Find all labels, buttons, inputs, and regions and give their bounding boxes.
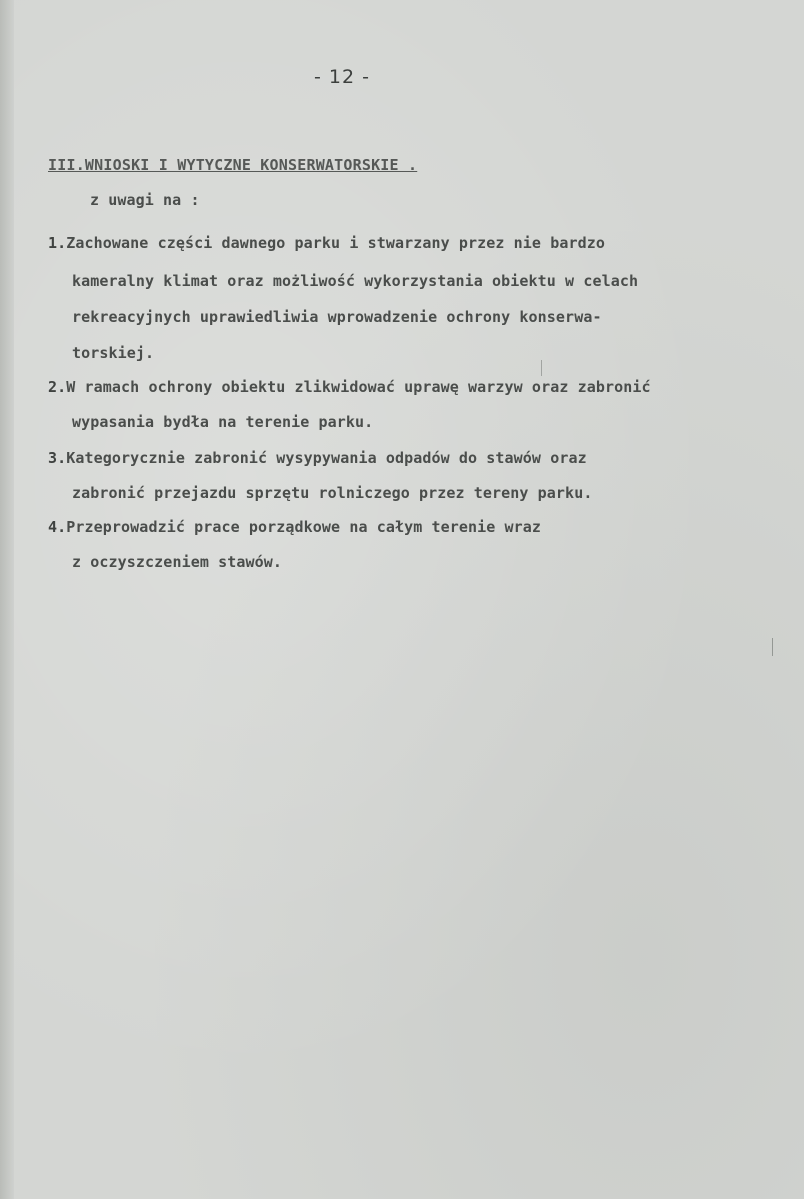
section-heading: III.WNIOSKI I WYTYCZNE KONSERWATORSKIE . — [48, 156, 418, 174]
list-item-text: Kategorycznie zabronić wysypywania odpadów do stawów oraz — [66, 449, 587, 467]
section-intro: z uwagi na : — [90, 191, 200, 209]
list-item-text: Zachowane części dawnego parku i stwarzany przez nie bardzo — [66, 234, 605, 252]
list-item-3-line-2: zabronić przejazdu sprzętu rolniczego przez tereny parku. — [72, 484, 593, 502]
list-item-2-line-1 — [48, 378, 651, 396]
list-item-1-line-4: torskiej. — [72, 344, 155, 362]
list-item-number: 3. — [48, 449, 67, 467]
list-item-number: 2. — [48, 378, 67, 396]
paper-mark — [772, 638, 773, 656]
list-item-number: 1. — [48, 234, 67, 252]
page-number: - 12 - — [314, 66, 370, 88]
list-item-4-line-1 — [48, 518, 541, 536]
list-item-1-line-3: rekreacyjnych uprawiedliwia wprowadzenie ochrony konserwa- — [72, 308, 602, 326]
list-item-text: W ramach ochrony obiektu zlikwidować uprawę warzyw oraz zabronić — [66, 378, 651, 396]
list-item-text: Przeprowadzić prace porządkowe na całym terenie wraz — [66, 518, 542, 536]
list-item-3-line-1 — [48, 449, 587, 467]
page-edge — [0, 0, 14, 1199]
list-item-number: 4. — [48, 518, 67, 536]
list-item-4-line-2: z oczyszczeniem stawów. — [72, 553, 283, 571]
list-item-2-line-2: wypasania bydła na terenie parku. — [72, 413, 374, 431]
list-item-1-line-2: kameralny klimat oraz możliwość wykorzystania obiektu w celach — [72, 272, 639, 290]
list-item-1-line-1 — [48, 234, 605, 252]
paper-mark — [541, 360, 542, 376]
